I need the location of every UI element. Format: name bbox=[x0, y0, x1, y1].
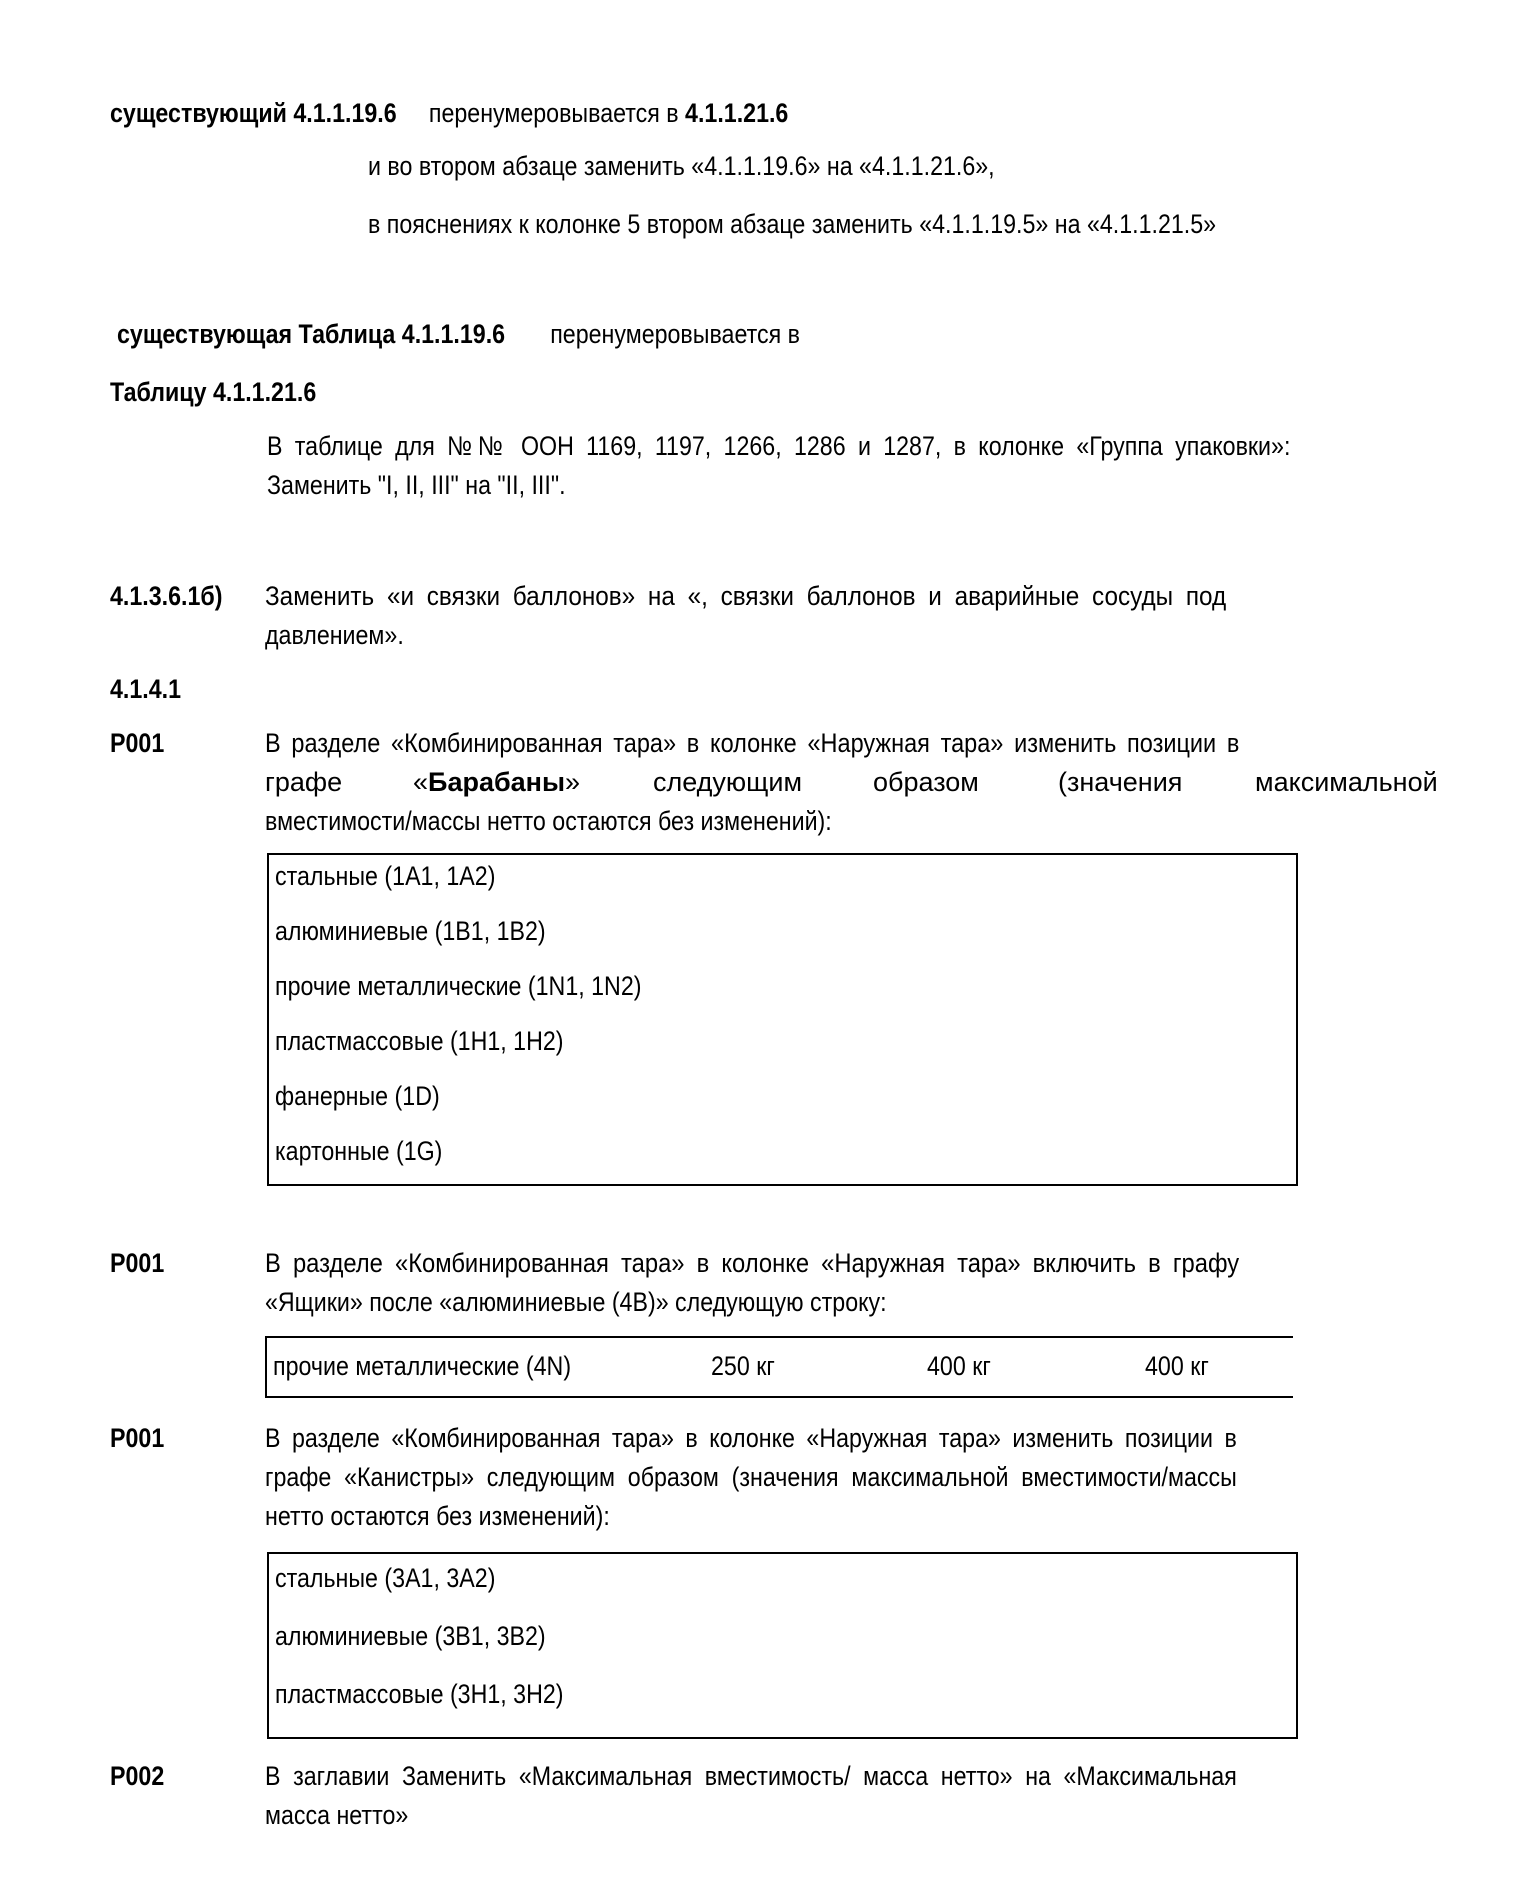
table-renumber-heading: существующая Таблица 4.1.1.19.6 перенумеровывается в bbox=[117, 319, 800, 349]
insert-row-value: 400 кг bbox=[1145, 1351, 1209, 1381]
p001b-line-1: В разделе «Комбинированная тара» в колонке «Наружная тара» включить в графу bbox=[265, 1248, 1240, 1278]
drums-row: фанерные (1D) bbox=[275, 1081, 440, 1111]
section-4136-line-1: Заменить «и связки баллонов» на «, связки баллонов и аварийные сосуды под bbox=[265, 581, 1227, 611]
renumber-text: перенумеровывается в bbox=[428, 98, 679, 128]
p001a-line-1: В разделе «Комбинированная тара» в колонке «Наружная тара» изменить позиции в bbox=[265, 728, 1240, 758]
p001-label-3: P001 bbox=[110, 1423, 165, 1453]
p002-line-2: масса нетто» bbox=[265, 1800, 409, 1830]
insert-row-value: 250 кг bbox=[711, 1351, 775, 1381]
drums-table bbox=[267, 853, 1298, 1186]
p002-line-1: В заглавии Заменить «Максимальная вместимость/ масса нетто» на «Максимальная bbox=[265, 1761, 1237, 1791]
insert-row-value: 400 кг bbox=[927, 1351, 991, 1381]
renumber-line-1 bbox=[110, 94, 899, 132]
table-para-line-2: Заменить "I, II, III" на "II, III". bbox=[267, 470, 566, 500]
drums-row: стальные (1A1, 1A2) bbox=[275, 861, 496, 891]
p001b-line-2: «Ящики» после «алюминиевые (4B)» следующую строку: bbox=[265, 1287, 887, 1317]
table-renumber-target: Таблицу 4.1.1.21.6 bbox=[110, 377, 317, 407]
drums-row: алюминиевые (1B1, 1B2) bbox=[275, 916, 546, 946]
boxes-insert-row bbox=[265, 1336, 1293, 1398]
p001-label-1: P001 bbox=[110, 728, 165, 758]
p001c-line-2: графе «Канистры» следующим образом (значения максимальной вместимости/массы bbox=[265, 1462, 1237, 1492]
drums-row: картонные (1G) bbox=[275, 1136, 443, 1166]
existing-paragraph-ref: существующий 4.1.1.19.6 bbox=[110, 98, 397, 128]
drums-row: прочие металлические (1N1, 1N2) bbox=[275, 971, 642, 1001]
p001-label-2: P001 bbox=[110, 1248, 165, 1278]
canisters-table bbox=[267, 1552, 1298, 1739]
section-label-4141: 4.1.4.1 bbox=[110, 674, 182, 704]
p001c-line-3: нетто остаются без изменений): bbox=[265, 1501, 610, 1531]
canisters-row: алюминиевые (3B1, 3B2) bbox=[275, 1621, 546, 1651]
table-para-line-1: В таблице для №№ ООН 1169, 1197, 1266, 1286 и 1287, в колонке «Группа упаковки»: bbox=[267, 431, 1291, 461]
section-4136-line-2: давлением». bbox=[265, 620, 404, 650]
renumber-line-3: в пояснениях к колонке 5 втором абзаце заменить «4.1.1.19.5» на «4.1.1.21.5» bbox=[368, 209, 1217, 239]
renumber-line-2: и во втором абзаце заменить «4.1.1.19.6» на «4.1.1.21.6», bbox=[368, 151, 995, 181]
p002-label: P002 bbox=[110, 1761, 165, 1791]
document-page: существующий 4.1.1.19.6 перенумеровывается в 4.1.1.21.6 и во втором абзаце заменить «4.1.1.19.6» на «4.1.1.21.6», в пояснениях к колонке 5 втором абзаце заменить «4.1.1.19.5» на «4.1.1.21.5» существующая Таблица 4.1.1.19.6 перенумеровывается в Таблицу 4.1.1.21.6 В таблице для №№ ООН 1169, 1197, 1266, 1286 и 1287, в колонке «Группа упаковки»: Заменить "I, II, III" на "II, III". 4.1.3.6.1б) Заменить «и связки баллонов» на «, связки баллонов и аварийные сосуды под давлением». 4.1.4.1 P001 В разделе «Комбинированная тара» в колонке «Наружная тара» изменить позиции в графе «Барабаны» следующим образом (значения максимальной вместимости/массы нетто остаются без изменений): стальные (1A1, 1A2) алюминиевые (1B1, 1B2) прочие металлические (1N1, 1N2) пластмассовые (1H1, 1H2) фанерные (1D) картонные (1G) P001 В разделе «Комбинированная тара» в колонке «Наружная тара» включить в графу «Ящики» после «алюминиевые (4B)» следующую строку: прочие металлические (4N) 250 кг 400 кг 400 кг P001 В разделе «Комбинированная тара» в колонке «Наружная тара» изменить позиции в графе «Канистры» следующим образом (значения максимальной вместимости/массы нетто остаются без изменений): стальные (3A1, 3A2) алюминиевые (3B1, 3B2) пластмассовые (3H1, 3H2) P002 В заглавии Заменить «Максимальная вместимость/ масса нетто» на «Максимальная масса нетто» bbox=[0, 0, 1519, 1901]
p001c-line-1: В разделе «Комбинированная тара» в колонке «Наружная тара» изменить позиции в bbox=[265, 1423, 1237, 1453]
canisters-row: пластмассовые (3H1, 3H2) bbox=[275, 1679, 564, 1709]
p001a-line-3: вместимости/массы нетто остаются без изменений): bbox=[265, 806, 832, 836]
new-paragraph-ref: 4.1.1.21.6 bbox=[685, 98, 789, 128]
insert-row-name: прочие металлические (4N) bbox=[273, 1351, 572, 1381]
drums-row: пластмассовые (1H1, 1H2) bbox=[275, 1026, 564, 1056]
section-label-4136: 4.1.3.6.1б) bbox=[110, 581, 223, 611]
canisters-row: стальные (3A1, 3A2) bbox=[275, 1563, 496, 1593]
